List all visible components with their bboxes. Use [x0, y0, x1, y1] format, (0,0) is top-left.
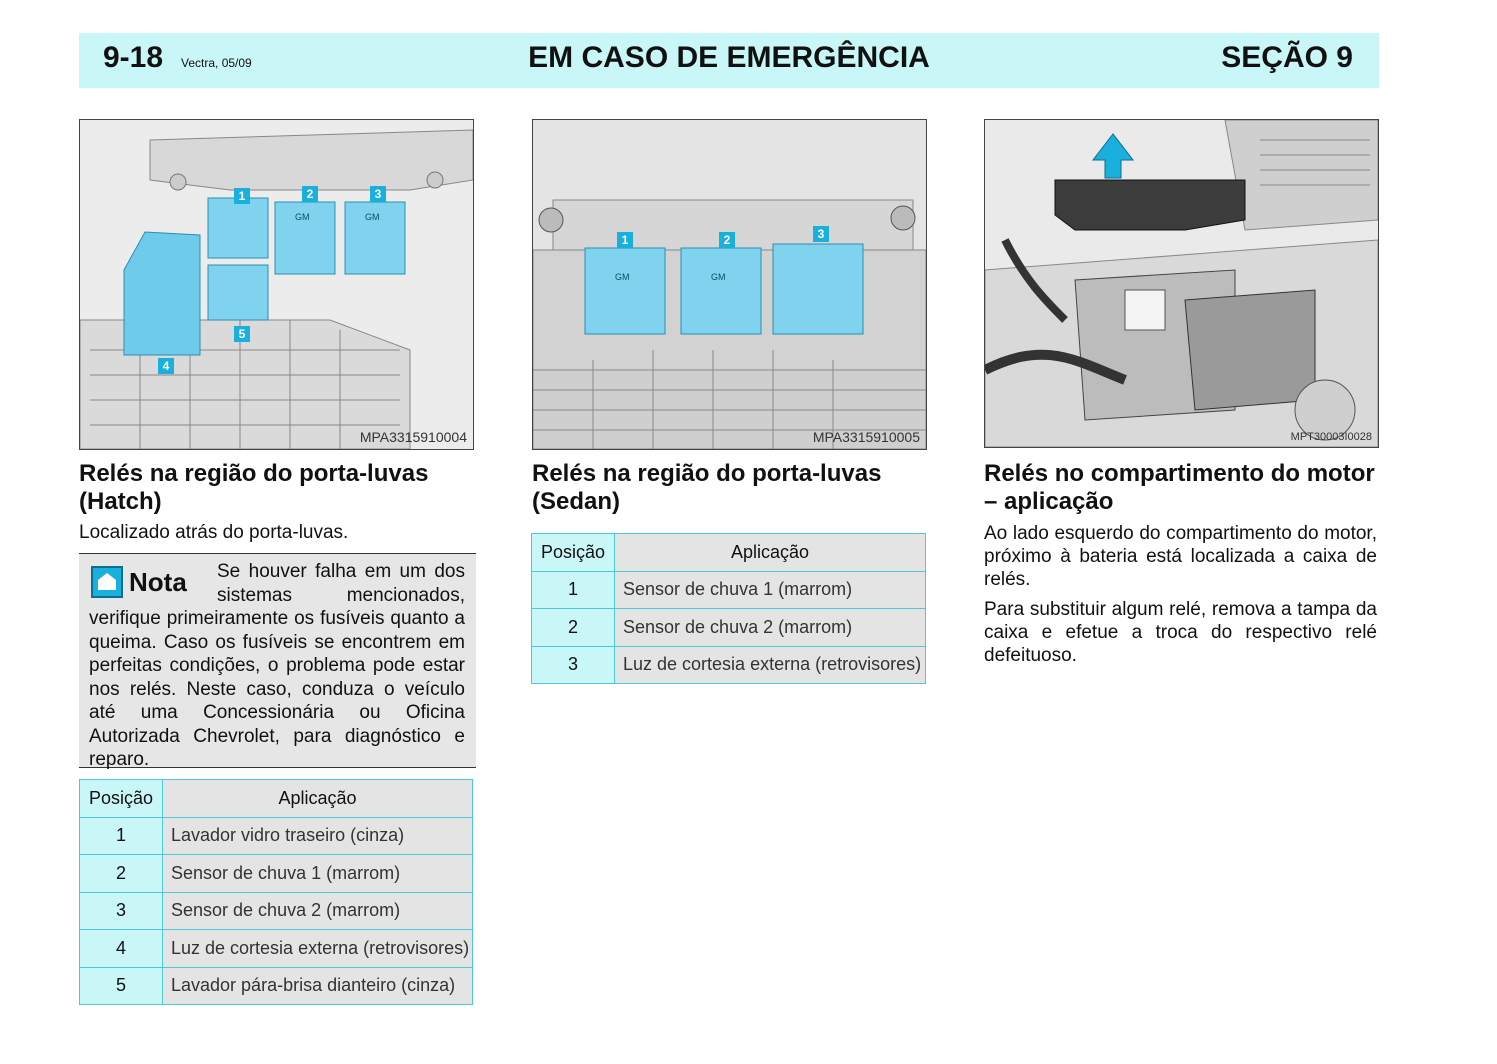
page-number: 9-18 [103, 41, 164, 74]
table-row [532, 609, 926, 647]
figure-hatch-relays [79, 119, 474, 450]
page-header [79, 33, 1379, 88]
callout-2: 2 [302, 186, 318, 202]
callout-1: 1 [617, 232, 633, 248]
hatch-relay-table [79, 779, 473, 1005]
position-cell: 2 [80, 855, 163, 893]
col-header-application: Aplicação [163, 780, 473, 818]
application-cell: Sensor de chuva 1 (marrom) [163, 855, 473, 893]
col-header-application: Aplicação [615, 534, 926, 572]
heading-engine: Relés no compartimento do motor – aplicação [984, 460, 1375, 515]
figure-code: MPA3315910004 [359, 429, 467, 445]
application-cell: Lavador pára-brisa dianteiro (cinza) [163, 967, 473, 1005]
application-cell: Luz de cortesia externa (retrovisores) [615, 646, 926, 684]
application-cell: Sensor de chuva 1 (marrom) [615, 571, 926, 609]
table-row [80, 930, 473, 968]
sedan-relay-illustration [533, 120, 926, 449]
table-row [532, 571, 926, 609]
heading-hatch: Relés na região do porta-luvas (Hatch) [79, 460, 429, 515]
position-cell: 3 [80, 892, 163, 930]
callout-1: 1 [234, 188, 250, 204]
figure-sedan-relays [532, 119, 927, 450]
note-label: Nota [129, 566, 187, 597]
note-body [89, 560, 465, 772]
table-row [80, 817, 473, 855]
callout-3: 3 [370, 186, 386, 202]
callout-5: 5 [234, 326, 250, 342]
callout-4: 4 [158, 358, 174, 374]
position-cell: 4 [80, 930, 163, 968]
svg-text:GM: GM [615, 272, 630, 282]
col-header-position: Posição [532, 534, 615, 572]
callout-3: 3 [813, 226, 829, 242]
heading-sedan: Relés na região do porta-luvas (Sedan) [532, 460, 882, 515]
table-row [80, 855, 473, 893]
engine-compartment-illustration [985, 120, 1378, 447]
application-cell: Luz de cortesia externa (retrovisores) [163, 930, 473, 968]
table-row [80, 967, 473, 1005]
table-row [80, 892, 473, 930]
table-row [532, 646, 926, 684]
position-cell: 3 [532, 646, 615, 684]
figure-code: MPT30003I0028 [1290, 431, 1372, 443]
position-cell: 1 [80, 817, 163, 855]
position-cell: 1 [532, 571, 615, 609]
chapter-title: EM CASO DE EMERGÊNCIA [528, 41, 930, 74]
figure-engine-relay-box [984, 119, 1379, 448]
application-cell: Lavador vidro traseiro (cinza) [163, 817, 473, 855]
hatch-relay-illustration [80, 120, 473, 449]
svg-text:GM: GM [365, 212, 380, 222]
section-label: SEÇÃO 9 [1221, 41, 1353, 74]
application-cell: Sensor de chuva 2 (marrom) [615, 609, 926, 647]
note-text: Se houver falha em um dos sistemas mencionados, verifique primeiramente os fusíveis quanto a queima. Caso os fusíveis se encontrem em perfeitas condições, o problema pode estar nos relés. Neste caso, conduza o veículo até uma Concessionária ou Oficina Autorizada Chevrolet, para diagnóstico e reparo. [89, 561, 465, 770]
position-cell: 5 [80, 967, 163, 1005]
edition-label: Vectra, 05/09 [181, 56, 252, 70]
note-box [79, 553, 476, 768]
position-cell: 2 [532, 609, 615, 647]
callout-2: 2 [719, 232, 735, 248]
engine-paragraph-2: Para substituir algum relé, remova a tampa da caixa e efetue a troca do respectivo relé defeituoso. [984, 599, 1377, 666]
svg-text:GM: GM [711, 272, 726, 282]
sedan-relay-table [531, 533, 926, 684]
col-header-position: Posição [80, 780, 163, 818]
figure-code: MPA3315910005 [812, 429, 920, 445]
intro-text: Localizado atrás do porta-luvas. [79, 522, 349, 543]
engine-paragraph-1: Ao lado esquerdo do compartimento do motor, próximo à bateria está localizada a caixa de relés. [984, 523, 1377, 590]
svg-text:GM: GM [295, 212, 310, 222]
application-cell: Sensor de chuva 2 (marrom) [163, 892, 473, 930]
